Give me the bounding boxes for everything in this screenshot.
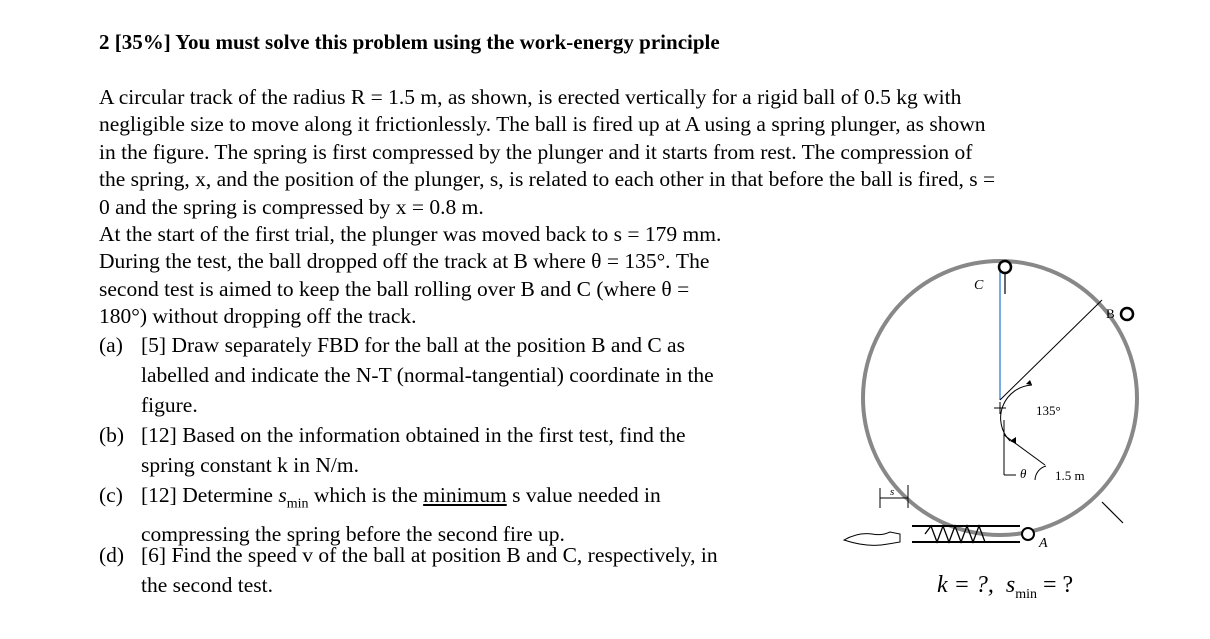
ball-b xyxy=(1121,308,1133,320)
intro-line: During the test, the ball dropped off the track at B where θ = 135°. The xyxy=(99,249,710,274)
question-text: which is the xyxy=(308,483,424,507)
problem-title: 2 [35%] You must solve this problem using the work-energy principle xyxy=(99,30,720,54)
question-text: the second test. xyxy=(141,573,273,597)
label-b: B xyxy=(1106,306,1115,321)
question-label: (a) xyxy=(99,333,123,357)
question-c xyxy=(99,480,799,549)
underlined-word: minimum xyxy=(423,483,507,507)
label-a: A xyxy=(1039,536,1048,551)
radius-line-b xyxy=(1000,300,1102,400)
label-s: s xyxy=(890,486,895,498)
smin-symbol: s xyxy=(278,483,287,507)
intro-line: At the start of the first trial, the plunger was moved back to s = 179 mm. xyxy=(99,222,722,247)
label-radius: 1.5 m xyxy=(1055,468,1085,483)
angle-arrow-head xyxy=(1026,380,1032,385)
radius-arrow-line xyxy=(1102,502,1123,523)
intro-line: A circular track of the radius R = 1.5 m, as shown, is erected vertically for a rigid ball of 0.5 kg with xyxy=(99,85,962,109)
hand-icon xyxy=(844,532,900,545)
answer-eq: = ? xyxy=(1036,572,1074,598)
question-text: labelled and indicate the N-T (normal-tangential) coordinate in the xyxy=(141,363,714,387)
question-label: (c) xyxy=(99,483,123,507)
question-d xyxy=(99,540,799,600)
answer-s: s xyxy=(1005,572,1016,598)
question-label: (b) xyxy=(99,423,125,447)
label-c: C xyxy=(974,278,984,293)
track-figure xyxy=(840,240,1160,560)
question-a xyxy=(99,330,799,420)
intro-line: second test is aimed to keep the ball rolling over B and C (where θ = xyxy=(99,276,690,301)
ball-a xyxy=(1022,528,1034,540)
theta-arc xyxy=(1035,466,1046,480)
intro-line: the spring, x, and the position of the plunger, s, is related to each other in that before the ball is fired, s = xyxy=(99,167,996,192)
intro-line: 180°) without dropping off the track. xyxy=(99,304,417,329)
intro-line: 0 and the spring is compressed by x = 0.8 m. xyxy=(99,194,484,219)
question-text: [6] Find the speed v of the ball at position B and C, respectively, in xyxy=(141,543,718,567)
question-text: [12] Based on the information obtained in the first test, find the xyxy=(141,423,686,447)
question-text: figure. xyxy=(141,393,198,417)
question-text: [5] Draw separately FBD for the ball at the position B and C as xyxy=(141,333,685,357)
question-b xyxy=(99,420,799,480)
question-text: s value needed in xyxy=(506,483,661,507)
figure-answer xyxy=(937,572,1073,603)
ball-c xyxy=(999,261,1011,273)
answer-k: k = ?, xyxy=(937,572,994,598)
theta-leader xyxy=(1004,435,1045,465)
question-text: compressing the spring before the second fire up. xyxy=(141,522,565,547)
question-text: [12] Determine xyxy=(141,483,279,507)
question-label: (d) xyxy=(99,543,125,567)
angle-arc xyxy=(1001,385,1032,441)
intro-line: negligible size to move along it frictionlessly. The ball is fired up at A using a spring plunger, as shown xyxy=(99,112,986,137)
label-angle: 135° xyxy=(1036,403,1061,418)
answer-sub: min xyxy=(1015,586,1037,602)
label-theta: θ xyxy=(1020,466,1027,481)
smin-subscript: min xyxy=(286,496,309,512)
intro-line: in the figure. The spring is first compressed by the plunger and it starts from rest. The compression of xyxy=(99,139,973,164)
question-text: spring constant k in N/m. xyxy=(141,453,359,477)
